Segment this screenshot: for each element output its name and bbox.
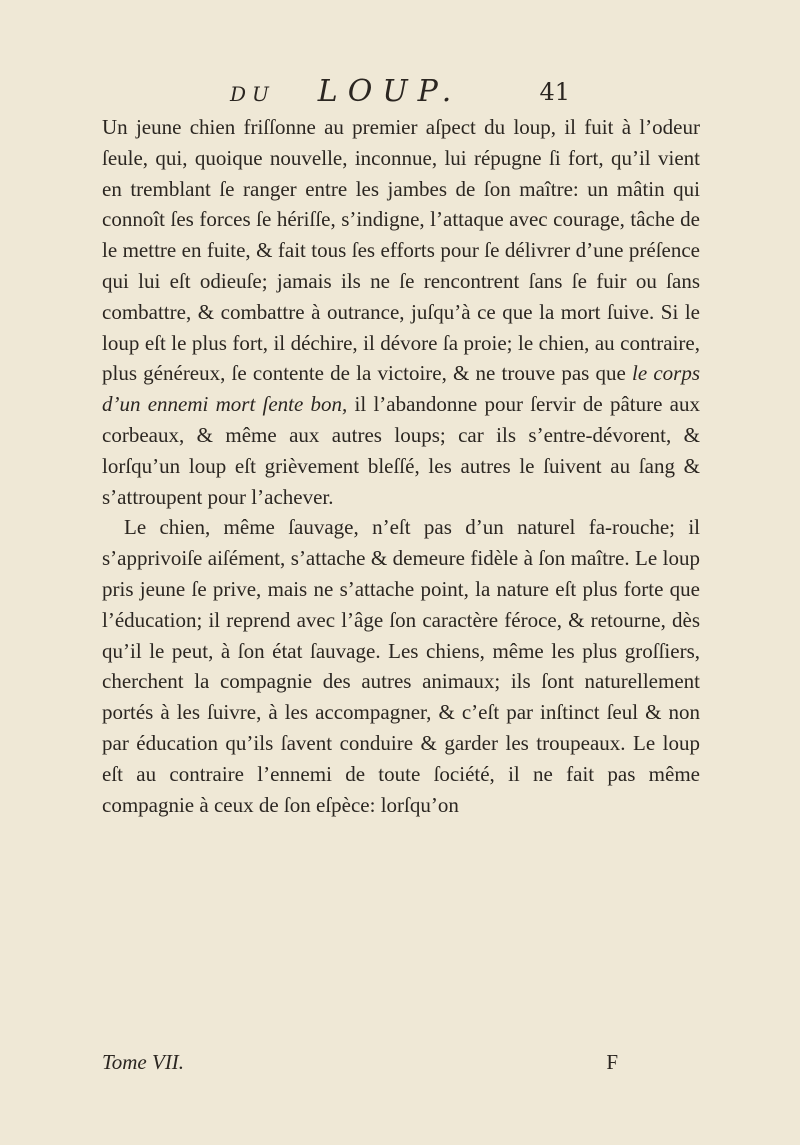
- paragraph-1: [102, 112, 700, 512]
- signature-mark: F: [606, 1050, 618, 1074]
- paragraph-1-italic: le corps d’un ennemi mort ſente bon,: [102, 361, 701, 417]
- volume-label: Tome VII.: [102, 1050, 185, 1074]
- body-text: [102, 112, 700, 820]
- running-head: [230, 74, 570, 109]
- page-footer: [102, 1050, 700, 1075]
- running-head-loup: LOUP.: [317, 74, 462, 109]
- page-number: 41: [539, 78, 570, 106]
- running-head-du: DU: [230, 82, 275, 106]
- paragraph-2: Le chien, même ſauvage, n’eſt pas d’un naturel fa-rouche; il s’apprivoiſe aiſément, s’attache & demeure fidèle à ſon maître. Le loup pris jeune ſe prive, mais ne s’attache point, la nature eſt plus forte que l’éducation; il reprend avec l’âge ſon caractère féroce, & retourne, dès qu’il le peut, à ſon état ſauvage. Les chiens, même les plus groſſiers, cherchent la compagnie des autres animaux; ils ſont naturellement portés à les ſuivre, à les accompagner, & c’eſt par inſtinct ſeul & non par éducation qu’ils ſavent conduire & garder les troupeaux. Le loup eſt au contraire l’ennemi de toute ſociété, il ne fait pas même compagnie à ceux de ſon eſpèce: lorſqu’on: [102, 515, 700, 817]
- paragraph-1-text-b: il l’abandonne pour ſervir de pâture aux corbeaux, & même aux autres loups; car ils s’entre-dévorent, & lorſqu’un loup eſt grièvement bleſſé, les autres le ſuivent au ſang & s’attroupent pour l’achever.: [102, 392, 700, 509]
- paragraph-1-text-a: Un jeune chien friſſonne au premier aſpect du loup, il fuit à l’odeur ſeule, qui, quoique nouvelle, inconnue, lui répugne ſi fort, qu’il vient en tremblant ſe ranger entre les jambes de ſon maître: un mâtin qui connoît ſes forces ſe hériſſe, s’indigne, l’attaque avec courage, tâche de le mettre en fuite, & fait tous ſes efforts pour ſe délivrer d’une préſence qui lui eſt odieuſe; jamais ils ne ſe rencontrent ſans ſe fuir ou ſans combattre, & combattre à outrance, juſqu’à ce que la mort ſuive. Si le loup eſt le plus fort, il déchire, il dévore ſa proie; le chien, au contraire, plus généreux, ſe contente de la victoire, & ne trouve pas que: [102, 115, 700, 386]
